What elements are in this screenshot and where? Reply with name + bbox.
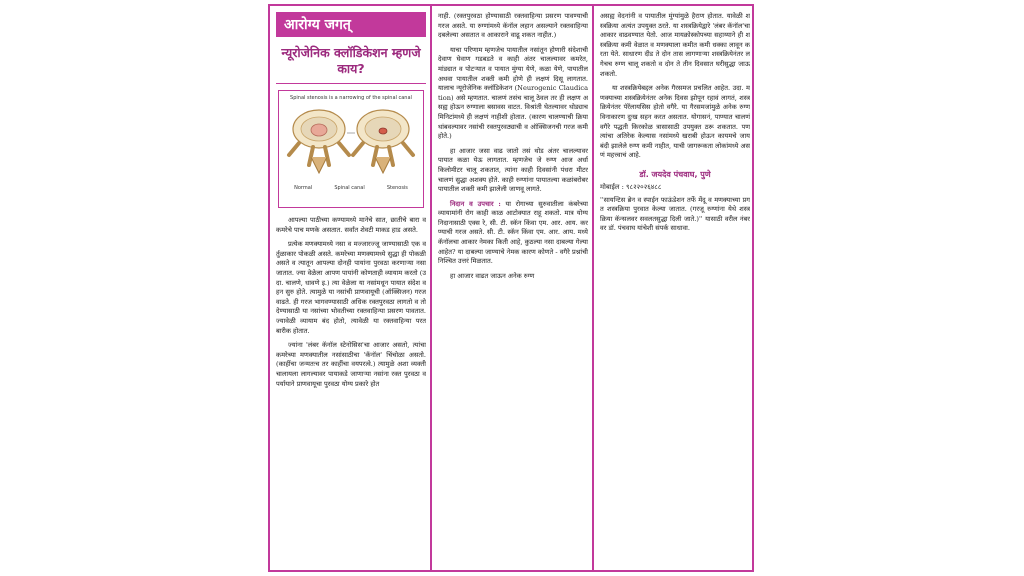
label-normal: Normal	[294, 185, 313, 191]
vertebra-illustration	[283, 103, 419, 183]
label-spinal-canal: Spinal canal	[334, 185, 365, 191]
body-paragraph: हा आजार जसा वाढ जातो तसं थोड अंतर चालल्यावर पायात कळा येऊ लागतात. म्हणजेच जे रुग्ण आज अर्धा किलोमीटर चालू शकतात, त्यांना काही दिवसांनी पंधरा मीटर चालणं सुद्धा अशक्य होते. काही रुग्णांना पायातल्या कळांबरोबर पायातील शक्ती कमी झालेली जाणवू लागते.	[438, 146, 588, 194]
label-stenosis: Stenosis	[386, 185, 408, 191]
closing-note: ''सायन्टिस ब्रेन व स्पाईन फाऊंडेशन तर्फे मेंदू व मणक्याच्या प्रगत शस्त्रक्रिया पुरवात केल्या जातात. (गरजू रुग्णांना येथे शस्त्रक्रिया कॅन्सलवर सवलतसुद्धा दिली जाते.)'' यासाठी वरील नंबरवर डॉ. पंचवाघ यांचेशी संपर्क साधावा.	[600, 195, 750, 233]
column-2	[438, 12, 588, 566]
column-1	[276, 12, 426, 566]
body-paragraph: या शस्त्रक्रियेबद्दल अनेक गैरसमज प्रचलित आहेत. उदा. मणक्याच्या शस्त्रक्रियेनंतर अनेक दिवस झोपून रहावं लागतं, शस्त्रक्रियेनंतर पॅरॅलायसिस होतो वगैरे. या गैरसमजांमुळे अनेक रुग्ण विनाकारण दुःख सहन करत असतात. योगासनं, पाण्यात चालणं वगैरे पद्धती किरकोळ त्रासासाठी उपयुक्त ठरू शकतात. पण त्यांचा अतिरेक केल्यास नसांमध्ये खराबी होऊन कायमचे जायबंदी झालेले रुग्ण कमी नाहीत, याची जागरूकता लोकांमध्ये असणं महत्त्वाचं आहे.	[600, 84, 750, 160]
body-paragraph: याचा परिणाम म्हणजेच पायातील नसांतून होणारी संदेशाची देवाण घेवाण गडबडते व काही अंतर चालल्यावर कमरेत, मांड्यात व पोटऱ्यात व पायात मुंग्या येणे, कळा येणे, पायातील अथवा पायातील शक्ती कमी होणे ही लक्षणं दिसू लागतात. यालाच न्यूरोजेनिक क्लॉडिकेशन (Neurogenic Claudication) असे म्हणतात. चालणं तसंच चालू ठेवल तर ही लक्षण असह्य होऊन रुग्णाला बसावस वाटत. विश्रांती घेतल्यावर थोड्याच मिनिटांमध्ये ही लक्षणं नाहीशी होतात. (कारण चालण्याची क्रिया थांबवल्यावर नसांची रक्तपुरवठ्याची व ऑक्सिजनची गरज कमी होते.)	[438, 45, 588, 141]
author-mobile: मोबाईल : ९८२२०२६४८८	[600, 182, 662, 191]
newspaper-page	[268, 4, 754, 572]
diagnosis-subheading: निदान व उपचार :	[450, 199, 501, 208]
stenosis-vertebra-drawing	[353, 110, 413, 173]
article-headline: न्यूरोजेनिक क्लॉडिकेशन म्हणजे काय?	[276, 45, 426, 84]
column-divider	[430, 6, 432, 570]
body-paragraph: आपल्या पाठीच्या कण्यामध्ये मानेचे सात, छातीचे बारा व कमरेचे पाच मणके असतात. सर्वांत शेवटी माकड हाड असते.	[276, 216, 426, 234]
body-paragraph: असह्य वेदनांनी व पायातील मुंग्यांमुळे हैराण होतात. यावेळी शस्त्रक्रिया अत्यंत उपयुक्त ठरते. या शस्त्रक्रियेद्वारे 'लंबर कॅनॉल'चा आकार वाढवण्यात येतो. आज मायक्रोस्कोपच्या सहाय्याने ही शस्त्रक्रिया कमी वेळात व मणक्याला कमीत कमी धक्का लावून करता येते. साधारण दीड ते दोन तास लागणाऱ्या शस्त्रक्रियेनंतर लगेचच रुग्ण चालू शकतो व दोन ते तीन दिवसात घरीसुद्धा जाऊ शकतो.	[600, 12, 750, 78]
author-name: डॉ. जयदेव पंचवाघ, पुणे	[639, 169, 711, 179]
body-paragraph: प्रत्येक मणक्यामध्ये नसा व मज्जारज्जू जाण्यासाठी एक वर्तुळाकार पोकळी असते. कमरेच्या मणक्यामध्ये सुद्धा ही पोकळी असते व त्यातून आपल्या दोनही पायांना पुरवठा करणाऱ्या नसा जातात. ज्या वेळेला आपण पायांनी कोणताही व्यायाम करतो (उदा. चालणे, धावणे इ.) त्या वेळेला या नसांमधून पायात संदेश वहन सुरु होते. त्यामुळे या नसांची प्राणवायूची (ऑक्सिजन) गरज वाढते. ही गरज भागवण्यासाठी अधिक रक्तपुरवठा लागतो व तो देण्यासाठी या नसांच्या भोवतीच्या रक्तवाहिन्या प्रसरण पावतात. ज्यावेळी व्यायाम बंद होतो, त्यावेळी या रक्तवाहिन्या परत बारीक होतात.	[276, 240, 426, 335]
body-paragraph: ज्यांना 'लंबर कॅनॉल स्टेनोसिस'चा आजार असतो, त्यांचा कमरेच्या मणक्यातील नसांसाठीचा 'कॅनॉल' चिंचोळा असतो. (काहींचा जन्मतःच तर काहींचा वयपरत्वे.) त्यामुळे अशा व्यक्ती चालायला लागल्यावर पायाकडे जाणाऱ्या नसांना रक्त पुरवठा व पर्यायाने प्राणवायूचा पुरवठा योग्य प्रकारे होत	[276, 341, 426, 388]
column-3	[600, 12, 750, 566]
column-divider	[592, 6, 594, 570]
figure-caption: Spinal stenosis is a narrowing of the spinal canal	[290, 95, 412, 101]
spinal-stenosis-figure	[278, 90, 424, 208]
section-header: आरोग्य जगत्	[276, 12, 426, 37]
normal-vertebra-drawing	[289, 110, 349, 173]
body-paragraph: हा आजार वाढत जाऊन अनेक रुग्ण	[450, 271, 535, 280]
body-paragraph: नाही. (रक्तपुरवठा होण्यासाठी रक्तवाहिन्या प्रसरण पावण्याची गरज असते. या रुग्णांमध्ये कॅनॉल लहान असल्याने रक्तवाहिन्या दबलेल्या असतात व आकाराने वाढू शकत नाहीत.)	[438, 12, 588, 40]
diagnosis-paragraph: निदान व उपचार : या रोगाच्या सुरुवातीला कंबरेच्या व्यायामांनी रोग काही काळ आटोक्यात राहू शकतो. मात्र योग्य निदानासाठी एक्स रे, सी. टी. स्कॅन किंवा एम. आर. आय. करण्याची गरज असते. सी. टी. स्कॅन किंवा एम. आर. आय. मध्ये कॅनॉलचा आकार नेमका किती आहे, कुठल्या नसा दाबल्या गेल्या आहेत? या दाबल्या जाण्याचे नेमक कारण कोणते - वगैरे प्रश्नांची निश्चित उत्तरं मिळतात.	[438, 199, 588, 266]
